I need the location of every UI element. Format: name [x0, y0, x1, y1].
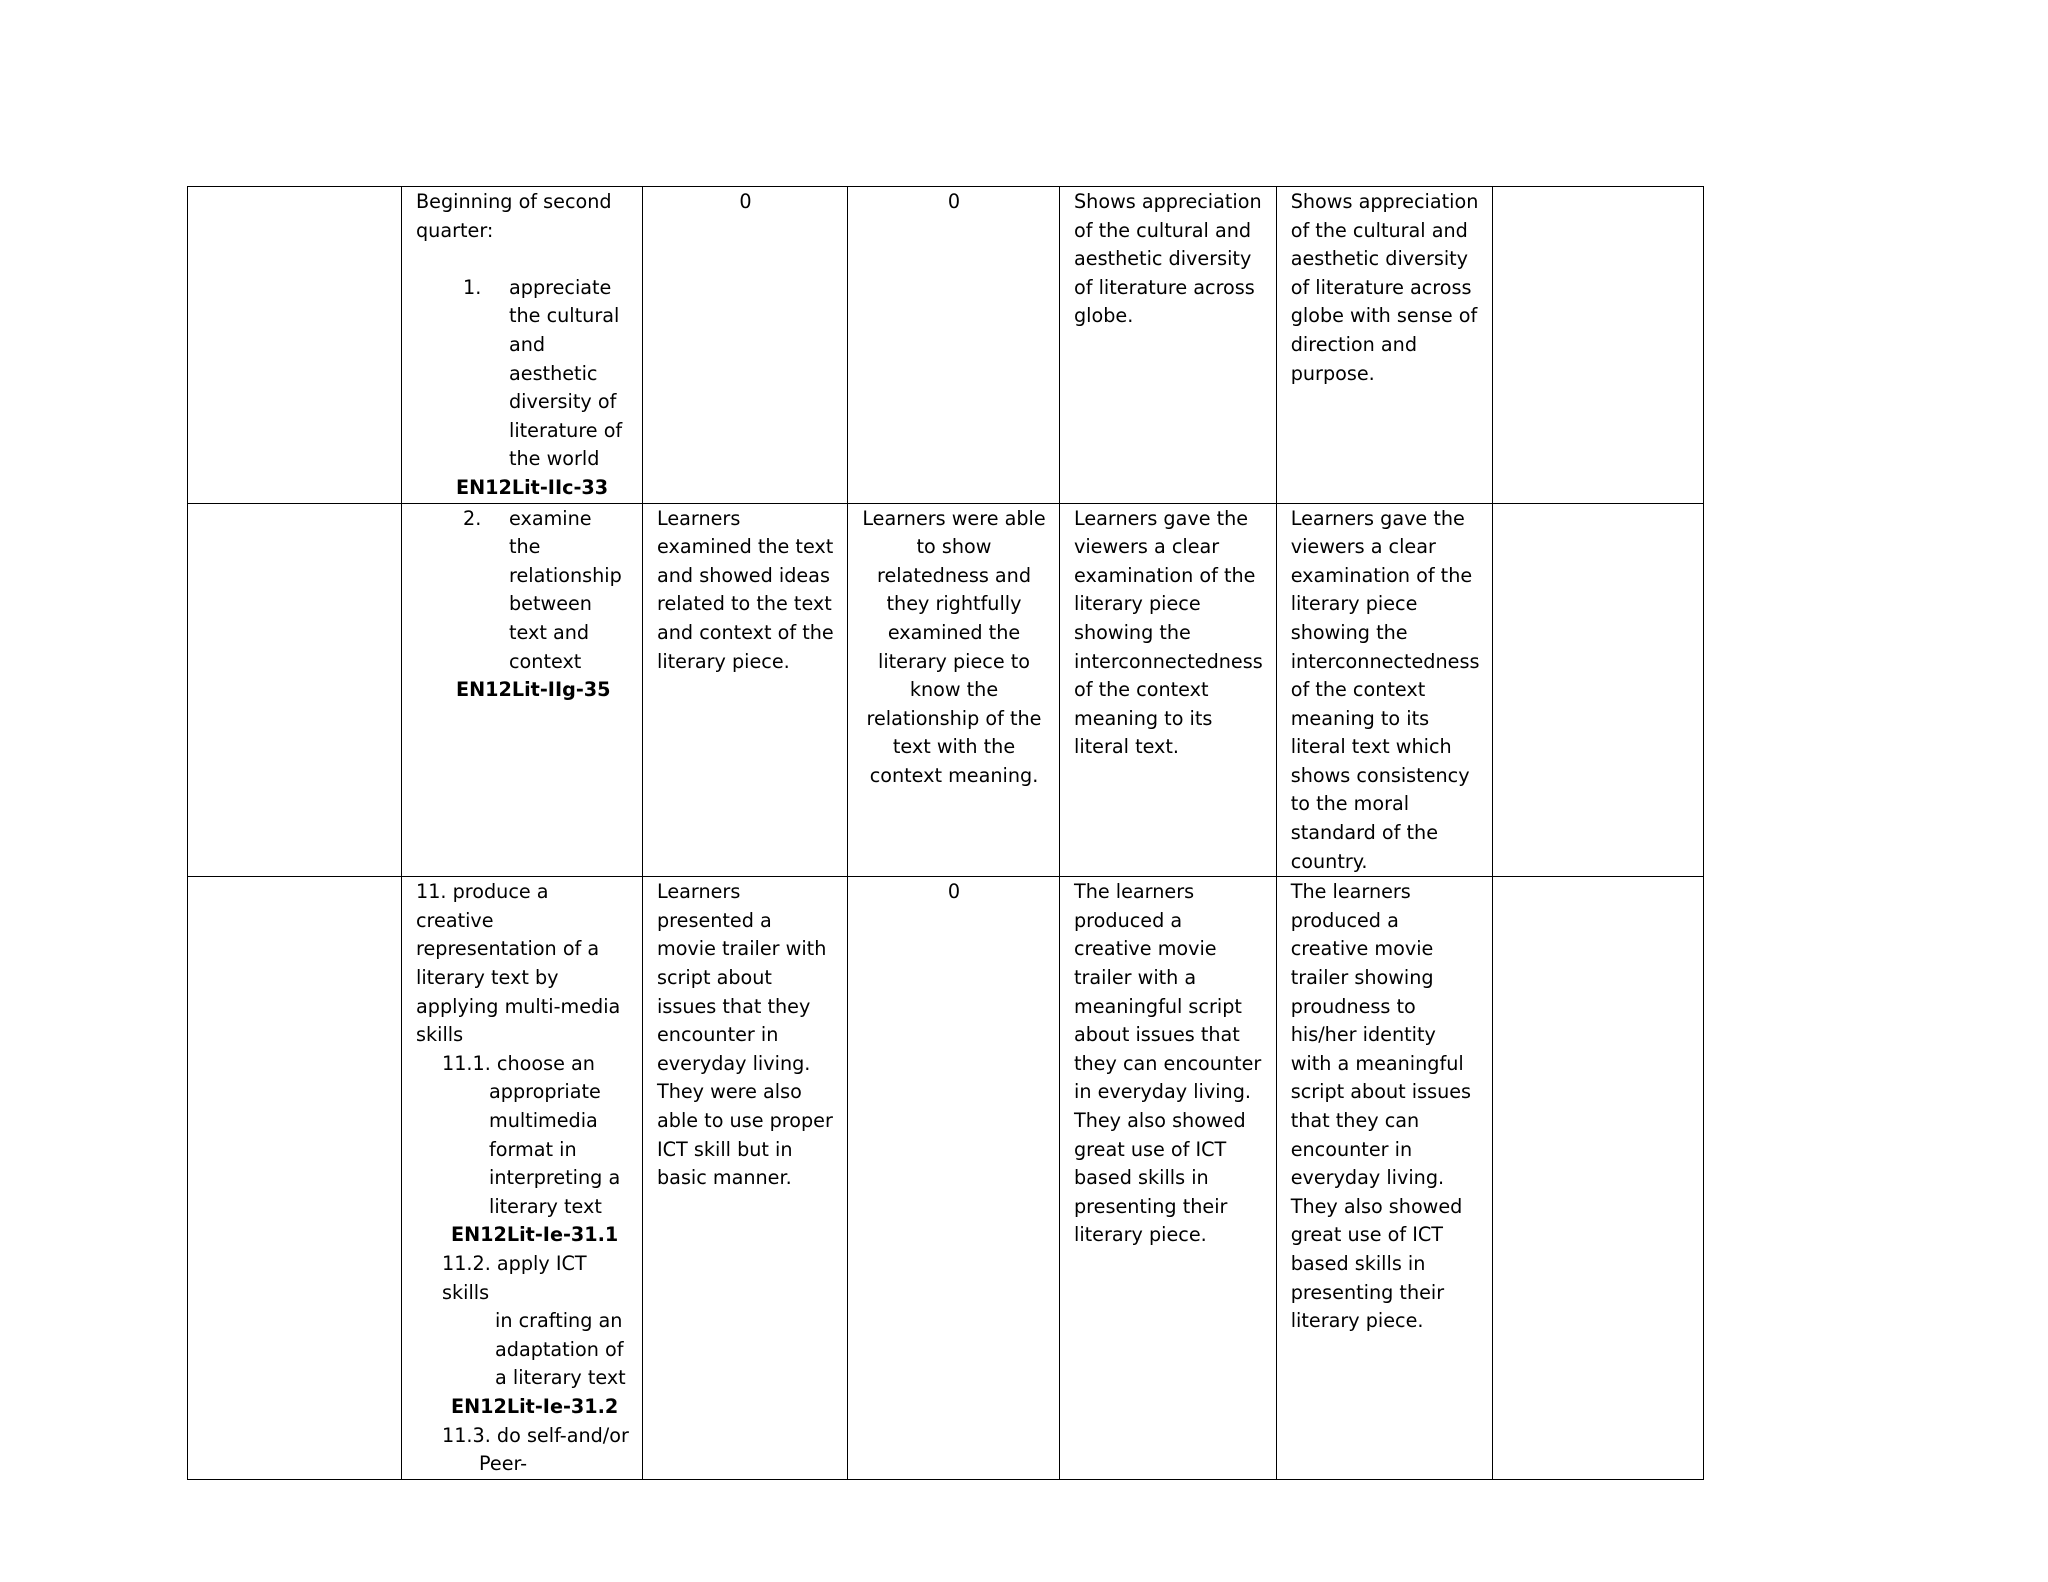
table-row — [188, 503, 1704, 877]
objective-cell — [402, 187, 643, 504]
competency-code: EN12Lit-IIg-35 — [456, 678, 611, 702]
table-row — [188, 877, 1704, 1479]
sub-objective: 11.1. choose an — [442, 1051, 595, 1075]
table-cell: The learners produced a creative movie trailer with a meaningful script about issues that they can encounter in everyday living. They also showed great use of ICT based skills in presenting their literary piece. — [1060, 877, 1277, 1479]
table-cell: Shows appreciation of the cultural and aesthetic diversity of literature across globe with sense of direction and purpose. — [1276, 187, 1493, 504]
objective-cell — [402, 877, 643, 1479]
table-cell: 0 — [643, 187, 848, 504]
table-cell: Learners gave the viewers a clear examination of the literary piece showing the interconnectedness of the context meaning to its literal text which shows consistency to the moral standard of the country. — [1276, 503, 1493, 877]
list-text: examine the relationship between text and context — [509, 506, 622, 673]
competency-code: EN12Lit-Ie-31.2 — [451, 1394, 619, 1418]
table-cell-blank — [188, 877, 402, 1479]
sub-objective-line: format in — [489, 1137, 577, 1161]
sub-objective-line: interpreting a — [489, 1166, 621, 1190]
table-cell: Shows appreciation of the cultural and aesthetic diversity of literature across globe. — [1060, 187, 1277, 504]
table-cell: Learners were able to show relatedness and they rightfully examined the literary piece to know the relationship of the text with the context meaning. — [848, 503, 1060, 877]
competency-code: EN12Lit-Ie-31.1 — [451, 1223, 619, 1247]
table-cell: 0 — [848, 187, 1060, 504]
sub-objective-line: Peer- — [479, 1452, 528, 1476]
list-number: 1. — [463, 275, 482, 299]
objective-list-item — [416, 274, 629, 474]
sub-objective-line: adaptation of — [495, 1337, 624, 1361]
objective-cell — [402, 503, 643, 877]
list-text: appreciate the cultural and aesthetic diversity of literature of the world — [509, 275, 623, 471]
table-cell: Learners gave the viewers a clear examination of the literary piece showing the interconnectedness of the context meaning to its literal text. — [1060, 503, 1277, 877]
objective-list-item — [416, 505, 629, 677]
sub-objective-line: literary text — [489, 1194, 602, 1218]
sub-objective: 11.2. apply ICT skills — [442, 1251, 587, 1304]
table-cell: Learners presented a movie trailer with script about issues that they encounter in everyday living. They were also able to use proper ICT skill but in basic manner. — [643, 877, 848, 1479]
sub-objective-line: a literary text — [495, 1366, 626, 1390]
table-cell-blank — [1493, 187, 1704, 504]
sub-objective: 11.3. do self-and/or — [442, 1423, 629, 1447]
sub-objective-line: multimedia — [489, 1109, 598, 1132]
table-cell-blank — [188, 187, 402, 504]
objective-intro: Beginning of second quarter: — [416, 190, 612, 242]
table-row — [188, 187, 1704, 504]
competency-code: EN12Lit-IIc-33 — [456, 475, 609, 499]
table-cell-blank — [188, 503, 402, 877]
objective-intro: 11. produce a creative representation of a literary text by applying multi-media skills — [416, 880, 621, 1047]
table-cell: 0 — [848, 877, 1060, 1479]
list-number: 2. — [463, 506, 482, 530]
table-cell-blank — [1493, 877, 1704, 1479]
rubric-table — [187, 186, 1704, 1480]
table-cell: The learners produced a creative movie trailer showing proudness to his/her identity with a meaningful script about issues that they can encounter in everyday living. They also showed great use of ICT based skills in presenting their literary piece. — [1276, 877, 1493, 1479]
table-cell: Learners examined the text and showed ideas related to the text and context of the literary piece. — [643, 503, 848, 877]
table-cell-blank — [1493, 503, 1704, 877]
sub-objective-line: in crafting an — [495, 1309, 623, 1333]
sub-objective-line: appropriate — [489, 1080, 601, 1104]
